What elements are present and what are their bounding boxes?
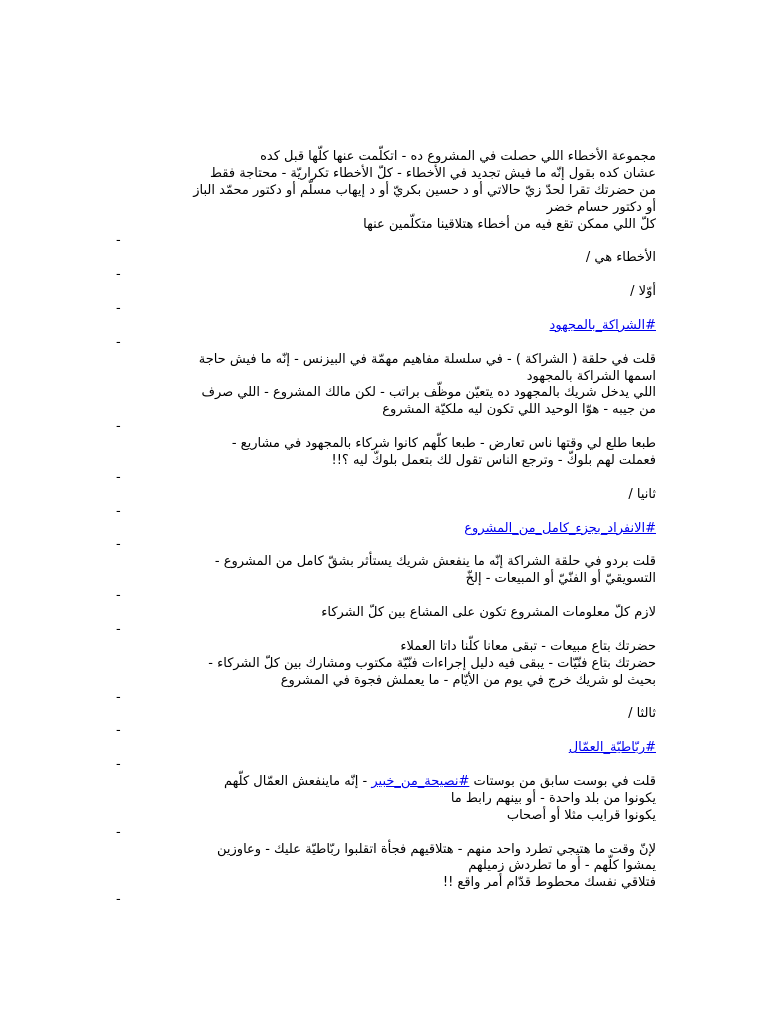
paragraph-line: الأخطاء هي / [585, 250, 656, 266]
hashtag-heading [116, 521, 656, 538]
paragraph-line: يكونوا من بلد واحدة - أو بينهم رابط ما [450, 790, 656, 806]
separator-dash: - [116, 689, 121, 705]
paragraph-line: اسمها الشراكة بالمجهود [526, 368, 656, 384]
separator-dash: - [116, 503, 121, 519]
separator-dash: - [116, 267, 121, 283]
document-body [116, 149, 656, 909]
paragraph-line: قلت بردو في حلقة الشراكة إنّه ما ينفعش شريك يستأثر بشقّ كامل من المشروع - [214, 554, 656, 570]
paragraph-line: ثانيا / [628, 486, 656, 502]
separator-dash: - [116, 469, 121, 485]
paragraph-line: التسويقيّ أو الفنّيّ أو المبيعات - إلخّ [465, 571, 656, 587]
hashtag-heading [116, 740, 656, 757]
separator-dash: - [116, 723, 121, 739]
paragraph-line: كلّ اللي ممكن تقع فيه من أخطاء هتلاقينا متكلّمين عنها [363, 216, 656, 232]
paragraph-line: فتلاقي نفسك محطوط قدّام أمر واقع !! [442, 875, 656, 891]
paragraph-line: طبعا طلع لي وقتها ناس تعارض - طبعا كلّهم كانوا شركاء بالمجهود في مشاريع - [231, 436, 656, 452]
paragraph-line: يمشوا كلّهم - أو ما تطردش زميلهم [468, 858, 656, 874]
paragraph-line: اللي يدخل شريك بالمجهود ده يتعيّن موظّف براتب - لكن مالك المشروع - اللي صرف [201, 385, 656, 401]
separator-dash: - [116, 233, 121, 249]
separator-dash: - [116, 824, 121, 840]
paragraph-line: حضرتك بتاع مبيعات - تبقى معانا كلّنا داتا العملاء [400, 638, 656, 654]
separator-dash: - [116, 621, 121, 637]
paragraph-line: من جيبه - هوّا الوحيد اللي تكون ليه ملكيّة المشروع [382, 402, 656, 418]
paragraph-line: عشان كده بقول إنّه ما فيش تجديد في الأخطاء - كلّ الأخطاء تكراريّة - محتاجة فقط [209, 165, 656, 181]
paragraph-line: من حضرتك تقرا لحدّ زيّ حالاتي أو د حسين بكريّ أو د إيهاب مسلّم أو دكتور محمّد الباز [193, 182, 656, 198]
paragraph-line: مجموعة الأخطاء اللي حصلت في المشروع ده - اتكلّمت عنها كلّها قبل كده [260, 149, 656, 164]
paragraph-line: بحيث لو شريك خرج في يوم من الأيّام - ما يعملش فجوة في المشروع [280, 672, 656, 688]
paragraph-line: فعملت لهم بلوكّ - وترجع الناس تقول لك بتعمل بلوكّ ليه ؟!! [331, 453, 656, 469]
hashtag-link[interactable]: #الانفراد_بجزء_كامل_من_المشروع [464, 520, 656, 536]
separator-dash: - [116, 588, 121, 604]
separator-dash: - [116, 419, 121, 435]
separator-dash: - [116, 301, 121, 317]
separator-dash: - [116, 537, 121, 553]
line-text: قلت في بوست سابق من بوستات [469, 773, 656, 789]
paragraph-line: يكونوا قرايب مثلا أو أصحاب [506, 807, 656, 823]
separator-dash: - [116, 892, 121, 908]
hashtag-link[interactable]: #ربّاطيّة_العمّال [568, 740, 656, 756]
paragraph-line: قلت في حلقة ( الشراكة ) - في سلسلة مفاهيم مهمّة في البيزنس - إنّه ما فيش حاجة [198, 351, 656, 367]
paragraph-line: لازم كلّ معلومات المشروع تكون على المشاع بين كلّ الشركاء [321, 605, 656, 621]
paragraph-line [116, 774, 656, 791]
separator-dash: - [116, 334, 121, 350]
paragraph-line: لإنّ وقت ما هتيجي تطرد واحد منهم - هتلاقيهم فجأة اتقلبوا ربّاطيّة عليك - وعاوزين [217, 841, 656, 857]
paragraph-line: أو دكتور حسام خضر [546, 199, 656, 215]
paragraph-line: حضرتك بتاع فنّيّات - يبقى فيه دليل إجراءات فنّيّة مكتوب ومشارك بين كلّ الشركاء - [208, 655, 656, 671]
paragraph-line: أوّلا / [630, 284, 656, 300]
hashtag-heading [116, 318, 656, 335]
paragraph-line: ثالثا / [628, 706, 656, 722]
separator-dash: - [116, 757, 121, 773]
hashtag-link[interactable]: #نصيحة_من_خبير [371, 773, 470, 789]
hashtag-link[interactable]: #الشراكة_بالمجهود [549, 317, 656, 333]
line-text: - إنّه ماينفعش العمّال كلّهم [224, 773, 372, 789]
